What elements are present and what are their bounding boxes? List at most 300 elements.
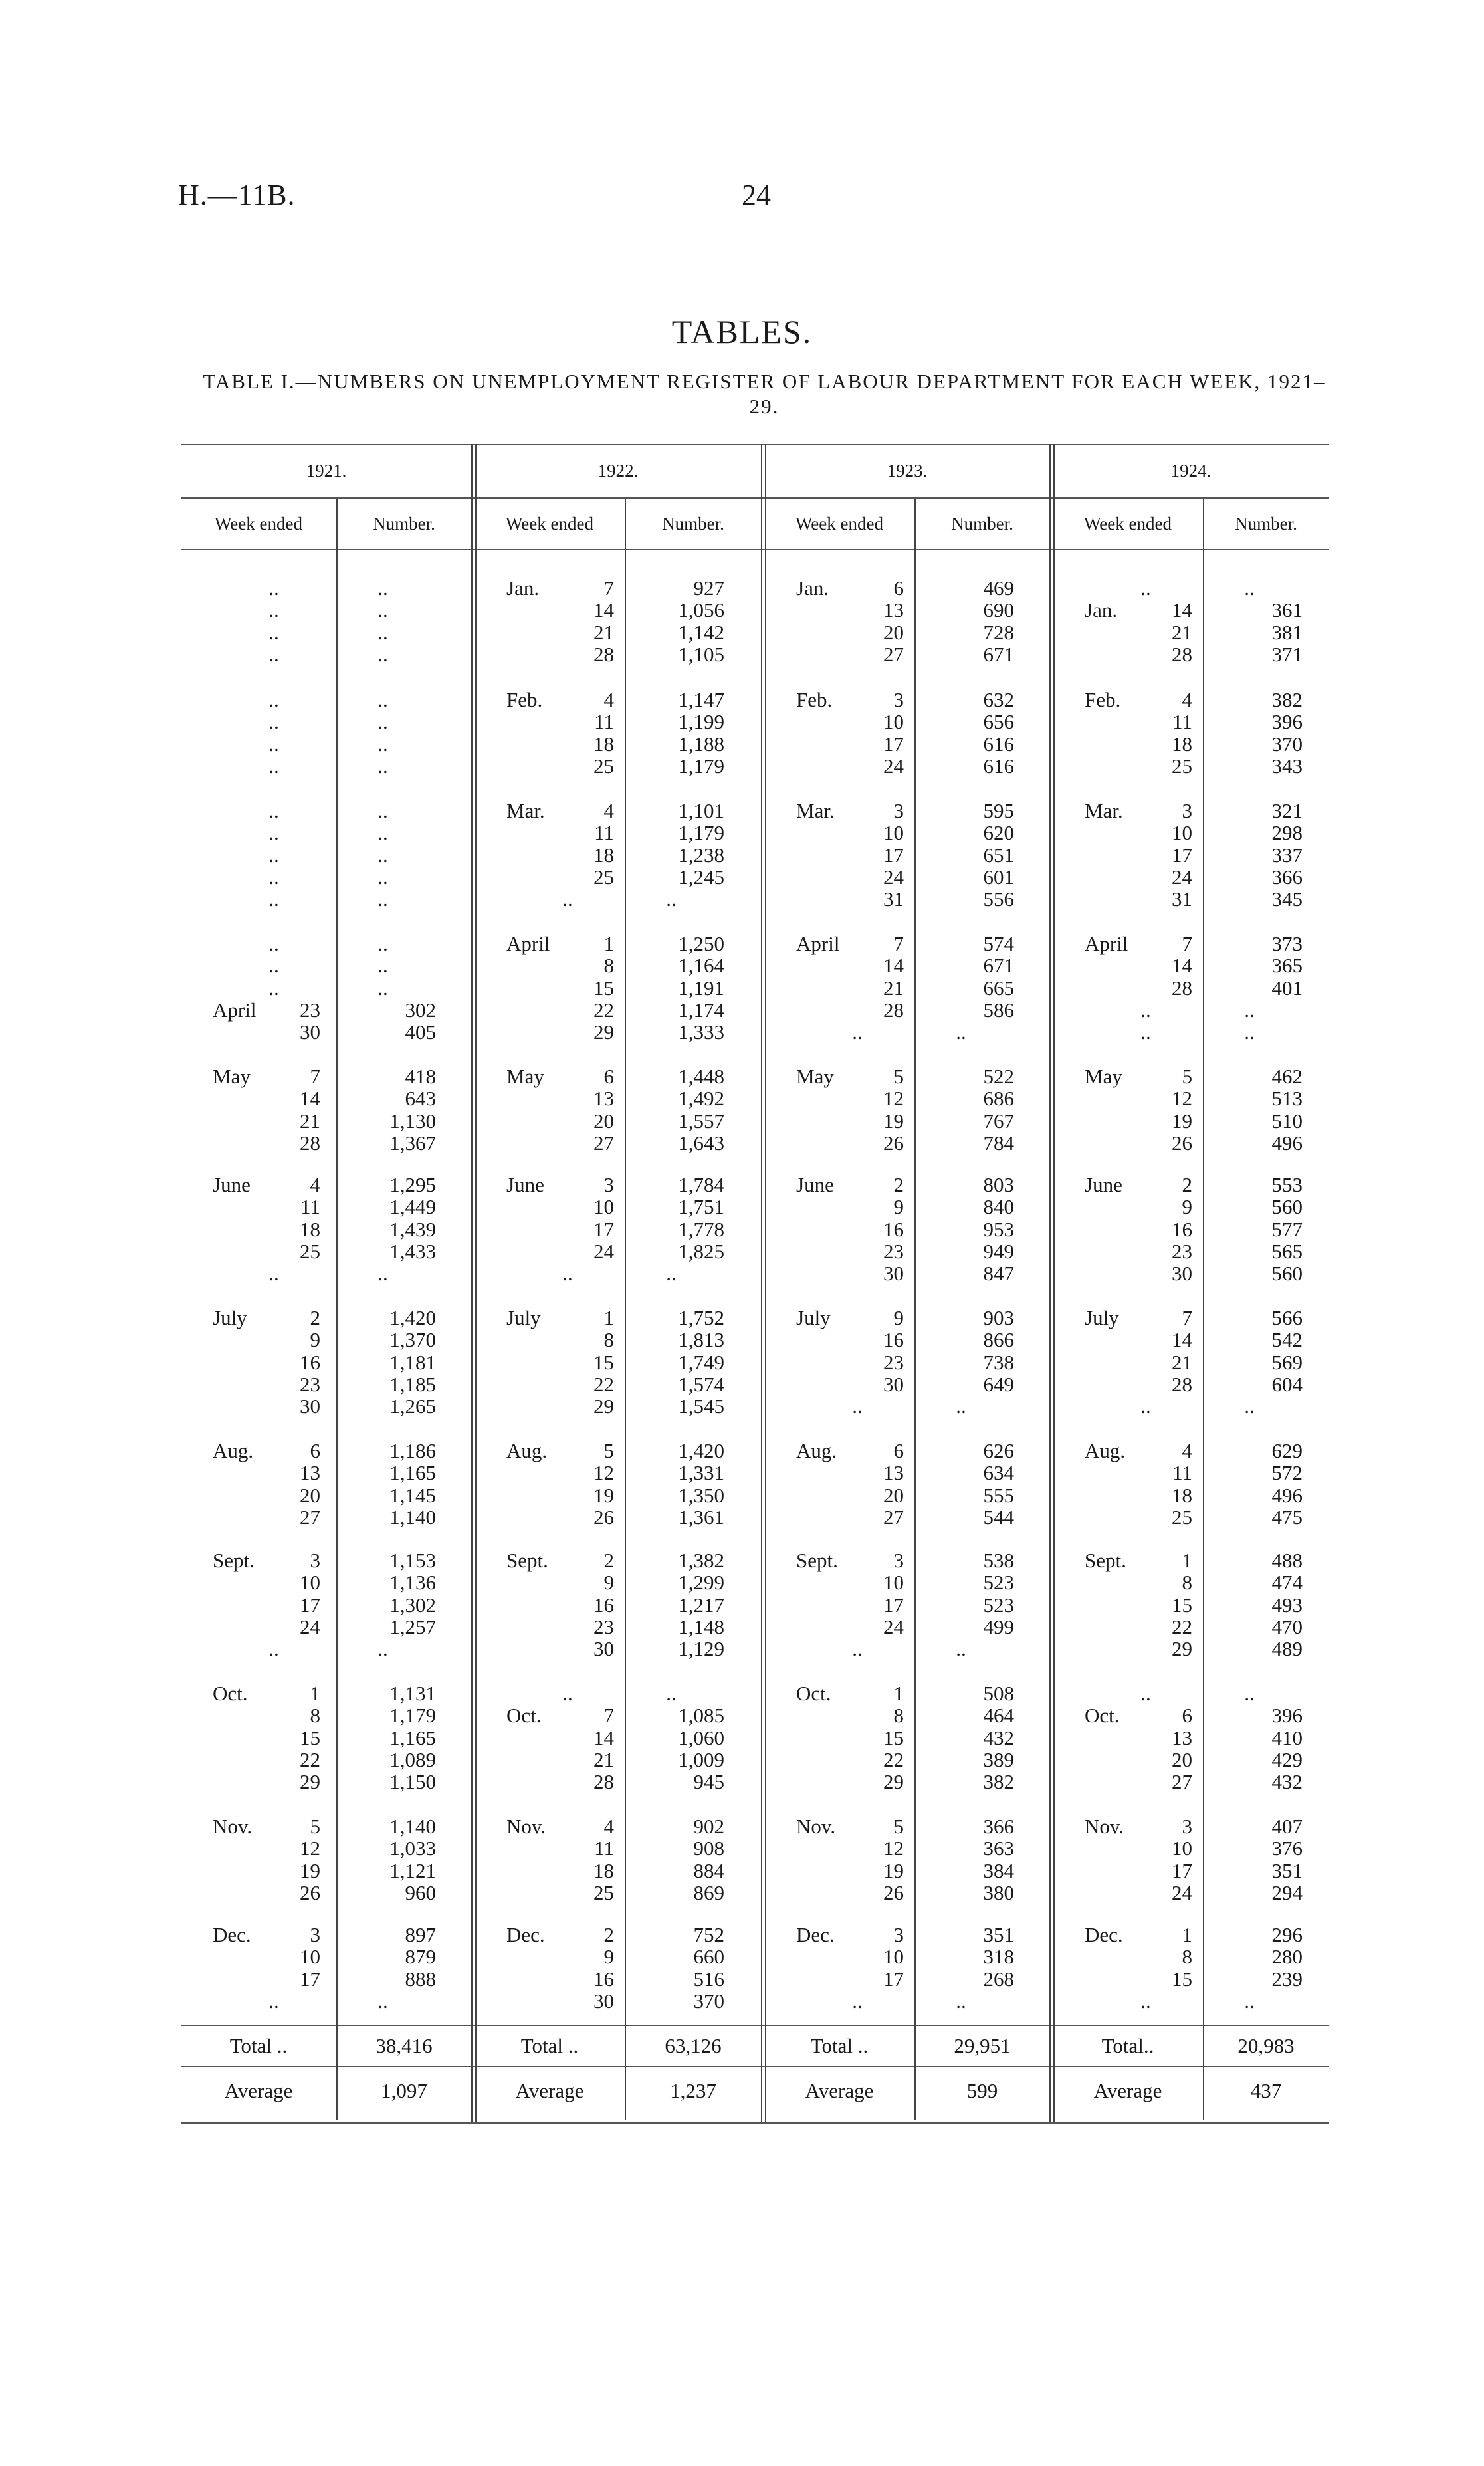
week-day: 10 (883, 1945, 904, 1969)
number-value: 1,089 (389, 1747, 436, 1771)
number-value: 544 (983, 1505, 1014, 1529)
number-value: 908 (693, 1837, 724, 1860)
week-day: 29 (593, 1395, 614, 1418)
number-value: 366 (983, 1815, 1014, 1838)
week-day: 25 (593, 865, 614, 889)
number-value: 1,179 (389, 1704, 436, 1728)
week-day: 21 (300, 1109, 320, 1133)
week-day: .. (562, 1262, 573, 1286)
table-header-rule (181, 497, 1329, 499)
number-value: 1,545 (678, 1395, 724, 1418)
week-day: 11 (1172, 710, 1192, 734)
total-value: 38,416 (375, 2034, 433, 2057)
number-value: 1,188 (678, 732, 724, 756)
number-value: 651 (983, 843, 1014, 867)
number-value: 382 (1271, 688, 1303, 711)
number-value: 1,361 (678, 1505, 724, 1529)
week-day: 22 (593, 1372, 614, 1396)
number-value: 396 (1271, 710, 1303, 734)
total-value: 29,951 (954, 2034, 1011, 2057)
week-day: .. (268, 1989, 279, 2013)
week-day: 18 (593, 843, 614, 867)
week-day: .. (268, 576, 279, 600)
week-day: 13 (883, 1461, 904, 1485)
week-month: Feb. (506, 688, 543, 711)
week-day: 18 (593, 1858, 614, 1882)
week-day: .. (268, 1262, 279, 1286)
average-value: 1,097 (381, 2079, 427, 2102)
week-day: 8 (603, 1328, 614, 1352)
week-day: 20 (593, 1109, 614, 1133)
week-day: .. (852, 1989, 863, 2013)
week-day: 16 (593, 1967, 614, 1991)
week-day: 22 (883, 1747, 904, 1771)
week-day: 13 (593, 1087, 614, 1111)
week-month: July (213, 1306, 247, 1329)
number-value: .. (956, 1020, 966, 1044)
number-value: 1,033 (389, 1837, 436, 1860)
week-month: Nov. (213, 1815, 253, 1838)
week-day: .. (1140, 1395, 1151, 1418)
week-month: Nov. (506, 1815, 546, 1838)
number-value: 407 (1271, 1815, 1303, 1838)
col-head-number: Number. (662, 514, 724, 534)
week-day: 11 (594, 1837, 614, 1860)
week-day: 20 (883, 620, 904, 644)
col-head-number: Number. (951, 514, 1013, 534)
week-day: 14 (1172, 598, 1192, 622)
week-day: 19 (593, 1483, 614, 1507)
number-value: 1,257 (389, 1615, 436, 1638)
number-value: 523 (983, 1571, 1014, 1595)
week-day: 24 (300, 1615, 320, 1638)
number-value: 632 (983, 688, 1014, 711)
page-number: 24 (742, 179, 771, 211)
number-value: 884 (693, 1858, 724, 1882)
week-month: Dec. (796, 1923, 835, 1946)
week-day: 22 (1172, 1615, 1192, 1638)
number-value: 656 (983, 710, 1014, 734)
week-day: 17 (883, 1967, 904, 1991)
week-day: 11 (300, 1195, 320, 1219)
number-value: 361 (1271, 598, 1303, 622)
week-day: 2 (1182, 1173, 1192, 1196)
number-value: .. (1244, 998, 1255, 1022)
number-value: 888 (405, 1967, 436, 1991)
week-day: 9 (603, 1571, 614, 1595)
total-label: Total .. (810, 2034, 869, 2057)
number-value: .. (377, 799, 388, 822)
week-day: 27 (883, 642, 904, 666)
week-day: 15 (300, 1726, 320, 1749)
number-value: 1,179 (678, 754, 724, 778)
week-day: 1 (603, 932, 614, 955)
number-value: 643 (405, 1087, 436, 1111)
number-value: 488 (1271, 1549, 1303, 1572)
number-value: .. (377, 1262, 388, 1286)
week-day: 19 (883, 1109, 904, 1133)
number-value: 432 (1271, 1770, 1303, 1794)
week-day: 2 (603, 1549, 614, 1572)
week-day: .. (268, 976, 279, 1000)
number-value: 1,153 (389, 1549, 436, 1572)
week-day: 26 (300, 1880, 320, 1904)
week-day: .. (268, 710, 279, 734)
number-value: 351 (1271, 1858, 1303, 1882)
number-value: 389 (983, 1747, 1014, 1771)
number-value: 626 (983, 1439, 1014, 1462)
week-day: 31 (1172, 887, 1192, 911)
week-day: 26 (1172, 1131, 1192, 1155)
number-value: 686 (983, 1087, 1014, 1111)
number-value: 1,295 (389, 1173, 436, 1196)
week-month: July (1085, 1306, 1119, 1329)
week-day: 10 (883, 710, 904, 734)
number-value: 1,217 (678, 1593, 724, 1617)
number-value: 1,825 (678, 1239, 724, 1263)
week-day: 31 (883, 887, 904, 911)
week-month: Oct. (796, 1682, 831, 1705)
number-value: 565 (1271, 1239, 1303, 1263)
week-day: 20 (883, 1483, 904, 1507)
number-value: 1,238 (678, 843, 724, 867)
number-value: 516 (693, 1967, 724, 1991)
week-day: 15 (883, 1726, 904, 1749)
week-day: 12 (883, 1837, 904, 1860)
number-value: 556 (983, 887, 1014, 911)
week-day: 21 (1172, 1350, 1192, 1374)
number-value: 508 (983, 1682, 1014, 1705)
number-value: 280 (1271, 1945, 1303, 1969)
number-value: 1,056 (678, 598, 724, 622)
number-value: 595 (983, 799, 1014, 822)
number-value: 728 (983, 620, 1014, 644)
week-day: 1 (603, 1306, 614, 1329)
number-value: 318 (983, 1945, 1014, 1969)
week-day: 24 (883, 865, 904, 889)
week-day: 9 (893, 1306, 904, 1329)
number-value: 410 (1271, 1726, 1303, 1749)
week-number-divider (1203, 499, 1204, 2120)
week-day: 2 (603, 1923, 614, 1946)
number-value: 1,382 (678, 1549, 724, 1572)
week-day: 17 (593, 1217, 614, 1241)
number-value: 927 (693, 576, 724, 600)
number-value: 649 (983, 1372, 1014, 1396)
week-month: Nov. (796, 1815, 836, 1838)
week-day: 6 (310, 1439, 320, 1462)
table-total-rule (181, 2025, 1329, 2026)
number-value: .. (377, 754, 388, 778)
total-value: 63,126 (665, 2034, 722, 2057)
week-day: .. (268, 598, 279, 622)
week-day: 27 (1172, 1770, 1192, 1794)
table-average-rule (181, 2066, 1329, 2067)
number-value: 493 (1271, 1593, 1303, 1617)
number-value: 432 (983, 1726, 1014, 1749)
week-day: 18 (593, 732, 614, 756)
week-day: 8 (603, 954, 614, 978)
week-day: 11 (1172, 1461, 1192, 1485)
week-month: Dec. (1085, 1923, 1123, 1946)
week-month: Oct. (213, 1682, 248, 1705)
week-day: 27 (883, 1505, 904, 1529)
number-value: 1,131 (389, 1682, 436, 1705)
week-day: 3 (893, 1923, 904, 1946)
week-day: .. (1140, 1020, 1151, 1044)
number-value: 1,574 (678, 1372, 724, 1396)
week-day: .. (1140, 998, 1151, 1022)
week-month: Dec. (213, 1923, 251, 1946)
number-value: 1,186 (389, 1439, 436, 1462)
year-separator (475, 444, 477, 2122)
week-day: 14 (593, 1726, 614, 1749)
week-day: 30 (883, 1262, 904, 1286)
week-day: 17 (883, 843, 904, 867)
week-day: 7 (1182, 932, 1192, 955)
week-month: Feb. (796, 688, 833, 711)
week-day: 3 (893, 688, 904, 711)
number-value: 1,130 (389, 1109, 436, 1133)
week-day: .. (268, 1637, 279, 1661)
number-value: 569 (1271, 1350, 1303, 1374)
week-month: Sept. (506, 1549, 548, 1572)
week-month: May (796, 1065, 834, 1088)
number-value: 616 (983, 754, 1014, 778)
week-day: 6 (1182, 1704, 1192, 1728)
number-value: .. (377, 821, 388, 845)
week-month: Sept. (796, 1549, 838, 1572)
number-value: 1,299 (678, 1571, 724, 1595)
number-value: .. (666, 887, 677, 911)
number-value: 294 (1271, 1880, 1303, 1904)
number-value: 239 (1271, 1967, 1303, 1991)
number-value: .. (377, 710, 388, 734)
week-day: 13 (883, 598, 904, 622)
number-value: 522 (983, 1065, 1014, 1088)
week-day: 10 (883, 1571, 904, 1595)
number-value: 767 (983, 1109, 1014, 1133)
col-head-week: Week ended (1083, 514, 1172, 534)
number-value: 1,752 (678, 1306, 724, 1329)
week-month: May (1085, 1065, 1122, 1088)
week-day: 4 (603, 799, 614, 822)
number-value: 1,784 (678, 1173, 724, 1196)
week-day: 16 (883, 1328, 904, 1352)
total-label: Total.. (1101, 2034, 1154, 2057)
week-day: .. (268, 688, 279, 711)
number-value: .. (377, 620, 388, 644)
number-value: 629 (1271, 1439, 1303, 1462)
week-day: 23 (300, 998, 320, 1022)
week-day: 15 (593, 976, 614, 1000)
number-value: 566 (1271, 1306, 1303, 1329)
week-day: 14 (300, 1087, 320, 1111)
number-value: 345 (1271, 887, 1303, 911)
number-value: 620 (983, 821, 1014, 845)
number-value: .. (1244, 1020, 1255, 1044)
number-value: 489 (1271, 1637, 1303, 1661)
number-value: 384 (983, 1858, 1014, 1882)
week-day: 12 (300, 1837, 320, 1860)
number-value: 1,433 (389, 1239, 436, 1263)
week-day: 16 (883, 1217, 904, 1241)
week-day: 21 (1172, 620, 1192, 644)
week-month: Sept. (213, 1549, 255, 1572)
number-value: 1,333 (678, 1020, 724, 1044)
number-value: 784 (983, 1131, 1014, 1155)
week-month: Sept. (1085, 1549, 1126, 1572)
number-value: 879 (405, 1945, 436, 1969)
week-day: 28 (300, 1131, 320, 1155)
week-day: 11 (594, 710, 614, 734)
number-value: 1,350 (678, 1483, 724, 1507)
number-value: 371 (1271, 642, 1303, 666)
week-month: April (796, 932, 840, 955)
average-value: 1,237 (670, 2079, 716, 2102)
number-value: 560 (1271, 1262, 1303, 1286)
number-value: 953 (983, 1217, 1014, 1241)
number-value: .. (377, 576, 388, 600)
col-head-week: Week ended (214, 514, 302, 534)
number-value: 847 (983, 1262, 1014, 1286)
week-day: .. (268, 843, 279, 867)
week-day: 26 (883, 1880, 904, 1904)
number-value: 373 (1271, 932, 1303, 955)
week-day: 26 (593, 1505, 614, 1529)
week-day: 23 (593, 1615, 614, 1638)
number-value: 665 (983, 976, 1014, 1000)
number-value: 574 (983, 932, 1014, 955)
average-value: 437 (1250, 2079, 1282, 2102)
number-value: 1,060 (678, 1726, 724, 1749)
week-month: June (213, 1173, 251, 1196)
number-value: .. (1244, 576, 1255, 600)
number-value: 604 (1271, 1372, 1303, 1396)
week-day: 30 (593, 1637, 614, 1661)
week-day: 10 (883, 821, 904, 845)
week-day: 24 (883, 754, 904, 778)
week-day: 16 (593, 1593, 614, 1617)
number-value: 1,449 (389, 1195, 436, 1219)
week-day: 5 (1182, 1065, 1192, 1088)
week-day: 29 (300, 1770, 320, 1794)
number-value: .. (666, 1682, 677, 1705)
week-day: 11 (594, 821, 614, 845)
week-day: 14 (1172, 1328, 1192, 1352)
week-day: 7 (310, 1065, 320, 1088)
week-day: 2 (310, 1306, 320, 1329)
week-day: 15 (593, 1350, 614, 1374)
week-day: 25 (1172, 1505, 1192, 1529)
week-number-divider (914, 499, 916, 2120)
number-value: 396 (1271, 1704, 1303, 1728)
number-value: 1,643 (678, 1131, 724, 1155)
number-value: 1,140 (389, 1505, 436, 1529)
week-day: 9 (310, 1328, 320, 1352)
week-month: July (796, 1306, 831, 1329)
number-value: 1,142 (678, 620, 724, 644)
number-value: 381 (1271, 620, 1303, 644)
number-value: 903 (983, 1306, 1014, 1329)
number-value: 690 (983, 598, 1014, 622)
number-value: 1,129 (678, 1637, 724, 1661)
number-value: 469 (983, 576, 1014, 600)
week-day: 30 (593, 1989, 614, 2013)
number-value: 1,179 (678, 821, 724, 845)
week-month: Mar. (796, 799, 835, 822)
average-label: Average (805, 2079, 874, 2102)
number-value: 298 (1271, 821, 1303, 845)
week-day: 18 (1172, 1483, 1192, 1507)
week-day: 13 (1172, 1726, 1192, 1749)
number-value: 555 (983, 1483, 1014, 1507)
week-day: 24 (883, 1615, 904, 1638)
number-value: 1,448 (678, 1065, 724, 1088)
week-day: 10 (300, 1945, 320, 1969)
number-value: .. (377, 887, 388, 911)
number-value: 1,181 (389, 1350, 436, 1374)
week-day: .. (852, 1637, 863, 1661)
week-day: 10 (593, 1195, 614, 1219)
number-value: .. (956, 1637, 966, 1661)
week-month: Aug. (796, 1439, 837, 1462)
number-value: 1,164 (678, 954, 724, 978)
week-day: 22 (300, 1747, 320, 1771)
number-value: 840 (983, 1195, 1014, 1219)
number-value: 1,185 (389, 1372, 436, 1396)
week-day: 20 (1172, 1747, 1192, 1771)
number-value: 1,250 (678, 932, 724, 955)
number-value: 321 (1271, 799, 1303, 822)
number-value: 1,148 (678, 1615, 724, 1638)
number-value: 1,145 (389, 1483, 436, 1507)
week-month: Aug. (506, 1439, 548, 1462)
week-day: 17 (300, 1593, 320, 1617)
number-value: 1,751 (678, 1195, 724, 1219)
number-value: 752 (693, 1923, 724, 1946)
number-value: 660 (693, 1945, 724, 1969)
table-colhead-rule (181, 549, 1329, 550)
week-day: 28 (593, 1770, 614, 1794)
number-value: 601 (983, 865, 1014, 889)
week-day: 10 (1172, 1837, 1192, 1860)
week-day: 28 (593, 642, 614, 666)
number-value: .. (377, 865, 388, 889)
number-value: 803 (983, 1173, 1014, 1196)
number-value: 302 (405, 998, 436, 1022)
number-value: 1,150 (389, 1770, 436, 1794)
number-value: 1,136 (389, 1571, 436, 1595)
week-day: 15 (1172, 1967, 1192, 1991)
number-value: 1,302 (389, 1593, 436, 1617)
week-day: 4 (603, 1815, 614, 1838)
week-day: 20 (300, 1483, 320, 1507)
number-value: 370 (1271, 732, 1303, 756)
number-value: 945 (693, 1770, 724, 1794)
number-value: 376 (1271, 1837, 1303, 1860)
week-day: .. (562, 1682, 573, 1705)
number-value: .. (377, 1637, 388, 1661)
week-day: 6 (893, 1439, 904, 1462)
average-value: 599 (966, 2079, 998, 2102)
number-value: 1,191 (678, 976, 724, 1000)
number-value: 671 (983, 954, 1014, 978)
number-value: 1,101 (678, 799, 724, 822)
number-value: .. (1244, 1395, 1255, 1418)
number-value: .. (377, 688, 388, 711)
week-day: 28 (1172, 976, 1192, 1000)
